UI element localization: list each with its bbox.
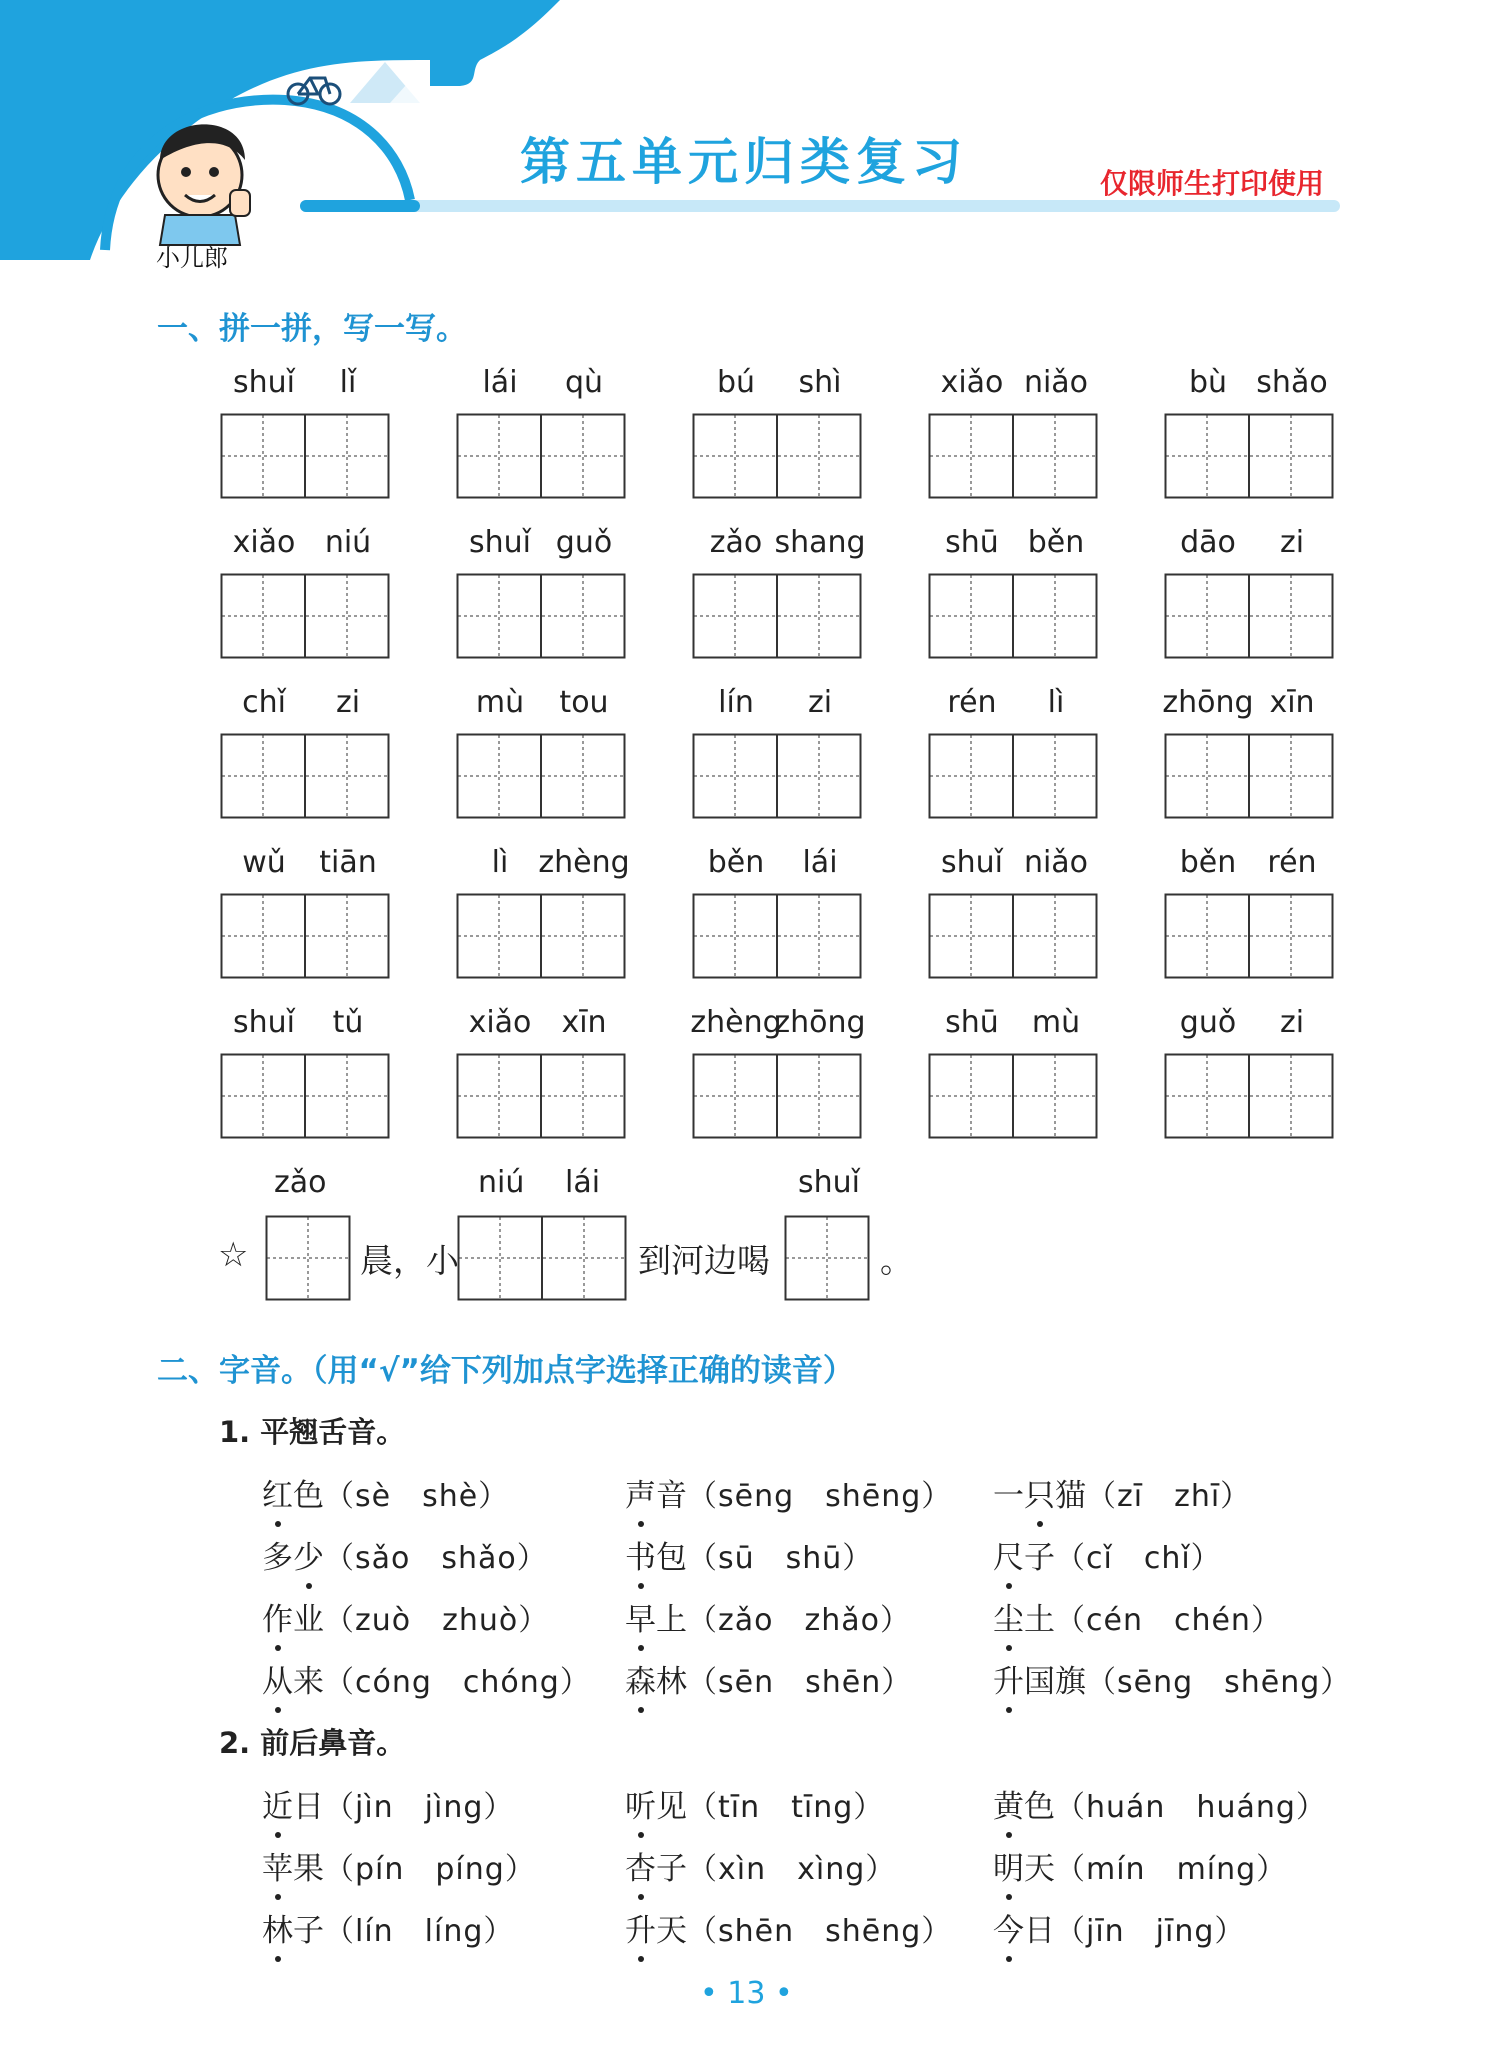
- pinyin-label: [456, 685, 626, 725]
- dotted-character: 声: [625, 1470, 656, 1515]
- pronunciation-options[interactable]: （pín píng）: [324, 1852, 536, 1887]
- pinyin-syllable: mù: [1031, 1005, 1081, 1040]
- pinyin-syllable: shuǐ: [233, 365, 295, 400]
- pronunciation-options[interactable]: （sǎo shǎo）: [324, 1541, 548, 1576]
- pronunciation-options[interactable]: （cóng chóng）: [324, 1665, 591, 1700]
- pinyin-syllable: lín: [718, 685, 754, 720]
- pinyin-syllable: zhōng: [1162, 685, 1254, 720]
- word: [993, 1602, 1055, 1638]
- word: [625, 1851, 687, 1887]
- pronunciation-options[interactable]: （sēng shēng）: [687, 1479, 953, 1514]
- writing-box[interactable]: [1164, 893, 1334, 979]
- pronunciation-options[interactable]: （zī zhī）: [1086, 1479, 1252, 1514]
- dotted-character: 尺: [993, 1532, 1024, 1577]
- word-prefix: 一: [993, 1478, 1024, 1514]
- dotted-character: 红: [262, 1470, 293, 1515]
- pronunciation-options[interactable]: （lín líng）: [324, 1914, 515, 1949]
- section-2-title: 二、字音。（用“√”给下列加点字选择正确的读音）: [157, 1353, 854, 1389]
- word: [262, 1602, 324, 1638]
- word: [993, 1913, 1055, 1949]
- pinyin-label: [692, 525, 866, 565]
- pinyin-syllable: shǎo: [1256, 365, 1328, 400]
- word-suffix: 业: [293, 1602, 324, 1638]
- pinyin-label: [928, 685, 1098, 725]
- pinyin-syllable: xīn: [561, 1005, 607, 1040]
- page-title: 第五单元归类复习: [520, 133, 968, 191]
- word-suffix: 日: [293, 1789, 324, 1825]
- word: [262, 1851, 324, 1887]
- dotted-character: 近: [262, 1781, 293, 1826]
- pinyin-label: [692, 845, 862, 885]
- pinyin-syllable: shū: [945, 525, 999, 560]
- dotted-character: 只: [1024, 1470, 1055, 1515]
- pinyin-label: [456, 525, 626, 565]
- part-2-title: 2. 前后鼻音。: [219, 1726, 406, 1760]
- reading-choice-item[interactable]: [993, 1843, 1287, 1888]
- word-suffix: 林: [656, 1664, 687, 1700]
- dotted-character: 升: [993, 1656, 1024, 1701]
- word-prefix: 多: [262, 1540, 293, 1576]
- pinyin-label: [690, 1005, 866, 1045]
- writing-box[interactable]: [456, 1053, 626, 1139]
- sentence-exercise: [0, 1165, 1500, 1305]
- pronunciation-options[interactable]: （cén chén）: [1055, 1603, 1282, 1638]
- writing-box[interactable]: [456, 893, 626, 979]
- dotted-character: 苹: [262, 1843, 293, 1888]
- pinyin-syllable: dāo: [1180, 525, 1236, 560]
- pinyin-label: [220, 365, 390, 405]
- writing-box[interactable]: [692, 573, 862, 659]
- dotted-character: 听: [625, 1781, 656, 1826]
- pinyin-label: [220, 845, 390, 885]
- pinyin-syllable: lái: [482, 365, 518, 400]
- pinyin-syllable: shuǐ: [941, 845, 1003, 880]
- pronunciation-options[interactable]: （cǐ chǐ）: [1055, 1541, 1222, 1576]
- pinyin-syllable: lái: [802, 845, 838, 880]
- writing-box[interactable]: [1164, 1053, 1334, 1139]
- section-1-title: 一、拼一拼，写一写。: [157, 311, 467, 347]
- word-suffix: 天: [1024, 1851, 1055, 1887]
- pinyin-syllable: xiǎo: [232, 525, 296, 560]
- word: [262, 1789, 324, 1825]
- pinyin-syllable: chǐ: [242, 685, 286, 720]
- pinyin-syllable: lǐ: [339, 365, 357, 400]
- pinyin-syllable: xīn: [1269, 685, 1315, 720]
- word-suffix: 日: [1024, 1913, 1055, 1949]
- dotted-character: 森: [625, 1656, 656, 1701]
- pinyin-label: [220, 685, 390, 725]
- writing-box[interactable]: [1164, 733, 1334, 819]
- word-suffix: 来: [293, 1664, 324, 1700]
- brand-label: 小儿郎: [156, 244, 228, 272]
- pinyin-syllable: tou: [559, 685, 609, 720]
- word: [993, 1478, 1086, 1514]
- dotted-character: 林: [262, 1905, 293, 1950]
- reading-choice-item[interactable]: [262, 1781, 514, 1826]
- dotted-character: 尘: [993, 1594, 1024, 1639]
- dotted-character: 早: [625, 1594, 656, 1639]
- sentence-box-3[interactable]: [784, 1215, 870, 1301]
- word: [262, 1540, 324, 1576]
- pinyin-label: [928, 1005, 1098, 1045]
- print-notice: 仅限师生打印使用: [1100, 167, 1325, 200]
- pinyin-syllable: niǎo: [1023, 845, 1089, 880]
- reading-choice-item[interactable]: [993, 1781, 1327, 1826]
- reading-choice-item[interactable]: [625, 1781, 884, 1826]
- word: [625, 1478, 687, 1514]
- writing-box[interactable]: [220, 573, 390, 659]
- sentence-text-3: 。: [880, 1241, 913, 1280]
- pinyin-label: [692, 365, 862, 405]
- reading-choice-item[interactable]: [993, 1470, 1251, 1515]
- sentence-box-2[interactable]: [457, 1215, 627, 1301]
- word: [625, 1789, 687, 1825]
- sentence-pinyin-3: shuǐ: [798, 1165, 860, 1200]
- pinyin-syllable: běn: [707, 845, 765, 880]
- pinyin-label: [692, 685, 862, 725]
- pinyin-syllable: wǔ: [242, 845, 286, 880]
- reading-choice-item[interactable]: [625, 1594, 911, 1639]
- pinyin-syllable: shuǐ: [233, 1005, 295, 1040]
- reading-choice-item[interactable]: [262, 1656, 591, 1701]
- pinyin-syllable: mù: [475, 685, 525, 720]
- word: [262, 1664, 324, 1700]
- writing-box[interactable]: [220, 733, 390, 819]
- pinyin-syllable: rén: [947, 685, 997, 720]
- word: [993, 1789, 1055, 1825]
- pinyin-syllable: niú: [324, 525, 372, 560]
- pinyin-label: [1164, 525, 1334, 565]
- writing-box[interactable]: [1164, 573, 1334, 659]
- pinyin-label: [456, 365, 626, 405]
- writing-box[interactable]: [220, 413, 390, 499]
- pinyin-syllable: shì: [798, 365, 842, 400]
- writing-box[interactable]: [692, 733, 862, 819]
- reading-choice-item[interactable]: [625, 1905, 952, 1950]
- pinyin-syllable: zi: [807, 685, 833, 720]
- pinyin-syllable: guǒ: [555, 525, 613, 560]
- dotted-character: 升: [625, 1905, 656, 1950]
- dotted-character: 杏: [625, 1843, 656, 1888]
- word-suffix: 子: [1024, 1540, 1055, 1576]
- writing-box[interactable]: [456, 413, 626, 499]
- sentence-pinyin-2a: niú: [478, 1165, 525, 1200]
- writing-box[interactable]: [928, 413, 1098, 499]
- dotted-character: 今: [993, 1905, 1024, 1950]
- pronunciation-options[interactable]: （huán huáng）: [1055, 1790, 1327, 1825]
- dotted-character: 明: [993, 1843, 1024, 1888]
- word-suffix: 天: [656, 1913, 687, 1949]
- pronunciation-options[interactable]: （shēn shēng）: [687, 1914, 953, 1949]
- word: [993, 1851, 1055, 1887]
- pinyin-syllable: zi: [1279, 1005, 1305, 1040]
- pronunciation-options[interactable]: （sēn shēn）: [687, 1665, 913, 1700]
- word-suffix: 上: [656, 1602, 687, 1638]
- pinyin-syllable: bú: [716, 365, 756, 400]
- pinyin-syllable: xiǎo: [468, 1005, 532, 1040]
- pinyin-label: [456, 845, 630, 885]
- writing-box[interactable]: [692, 893, 862, 979]
- pinyin-syllable: lì: [491, 845, 509, 880]
- pinyin-syllable: tǔ: [332, 1005, 364, 1040]
- reading-choice-item[interactable]: [993, 1656, 1351, 1701]
- reading-choice-item[interactable]: [625, 1656, 912, 1701]
- reading-choice-item[interactable]: [625, 1470, 952, 1515]
- sentence-pinyin-2b: lái: [565, 1165, 601, 1200]
- pinyin-label: [1164, 845, 1334, 885]
- reading-choice-item[interactable]: [625, 1532, 873, 1577]
- reading-choice-item[interactable]: [993, 1532, 1222, 1577]
- pronunciation-options[interactable]: （mín míng）: [1055, 1852, 1288, 1887]
- sentence-text-2: 到河边喝: [638, 1241, 770, 1280]
- reading-choice-item[interactable]: [262, 1532, 548, 1577]
- dotted-character: 少: [293, 1532, 324, 1577]
- word-suffix: 色: [1024, 1789, 1055, 1825]
- writing-box[interactable]: [692, 1053, 862, 1139]
- word-suffix: 子: [293, 1913, 324, 1949]
- reading-choice-item[interactable]: [262, 1843, 536, 1888]
- pinyin-label: [928, 365, 1098, 405]
- pinyin-syllable: shang: [774, 525, 866, 560]
- writing-box[interactable]: [928, 573, 1098, 659]
- pinyin-label: [928, 845, 1098, 885]
- pinyin-label: [928, 525, 1098, 565]
- page-number: • 13 •: [700, 1976, 793, 2011]
- pinyin-syllable: bù: [1188, 365, 1228, 400]
- word: [625, 1602, 687, 1638]
- reading-choice-item[interactable]: [625, 1843, 896, 1888]
- writing-box[interactable]: [456, 733, 626, 819]
- word-suffix: 子: [656, 1851, 687, 1887]
- word: [625, 1913, 687, 1949]
- pronunciation-options[interactable]: （zǎo zhǎo）: [687, 1603, 911, 1638]
- word: [262, 1913, 324, 1949]
- pinyin-syllable: xiǎo: [940, 365, 1004, 400]
- reading-choice-item[interactable]: [262, 1470, 509, 1515]
- pinyin-syllable: zǎo: [709, 525, 763, 560]
- pinyin-syllable: shuǐ: [469, 525, 531, 560]
- sentence-text-1: 晨，小: [360, 1241, 459, 1280]
- word-suffix: 包: [656, 1540, 687, 1576]
- pinyin-syllable: zhèng: [538, 845, 630, 880]
- writing-box[interactable]: [928, 893, 1098, 979]
- reading-choice-item[interactable]: [993, 1594, 1282, 1639]
- word-suffix: 见: [656, 1789, 687, 1825]
- pinyin-syllable: zi: [335, 685, 361, 720]
- sentence-box-1[interactable]: [265, 1215, 351, 1301]
- word: [625, 1664, 687, 1700]
- word-suffix: 猫: [1055, 1478, 1086, 1514]
- pronunciation-options[interactable]: （jìn jìng）: [324, 1790, 515, 1825]
- pronunciation-options[interactable]: （zuò zhuò）: [324, 1603, 550, 1638]
- writing-box[interactable]: [220, 893, 390, 979]
- dotted-character: 从: [262, 1656, 293, 1701]
- word-suffix: 音: [656, 1478, 687, 1514]
- pinyin-label: [1164, 685, 1334, 725]
- pronunciation-options[interactable]: （sū shū）: [687, 1541, 874, 1576]
- pinyin-label: [1164, 1005, 1334, 1045]
- writing-box[interactable]: [220, 1053, 390, 1139]
- writing-box[interactable]: [928, 1053, 1098, 1139]
- star-icon: ☆: [218, 1235, 249, 1275]
- dotted-character: 书: [625, 1532, 656, 1577]
- word: [993, 1664, 1086, 1700]
- pinyin-syllable: zi: [1279, 525, 1305, 560]
- part-1-title: 1. 平翘舌音。: [219, 1415, 406, 1449]
- writing-box[interactable]: [456, 573, 626, 659]
- pinyin-syllable: zhōng: [774, 1005, 866, 1040]
- word-suffix: 色: [293, 1478, 324, 1514]
- pinyin-label: [220, 1005, 390, 1045]
- dotted-character: 黄: [993, 1781, 1024, 1826]
- word: [625, 1540, 687, 1576]
- pinyin-syllable: qù: [564, 365, 604, 400]
- reading-choice-item[interactable]: [262, 1594, 549, 1639]
- pinyin-label: [456, 1005, 626, 1045]
- pinyin-syllable: běn: [1027, 525, 1085, 560]
- pinyin-label: [220, 525, 390, 565]
- sentence-pinyin-1: zǎo: [274, 1165, 327, 1200]
- word-suffix: 果: [293, 1851, 324, 1887]
- pinyin-syllable: rén: [1267, 845, 1317, 880]
- writing-box[interactable]: [692, 413, 862, 499]
- boy-mascot-icon: [158, 124, 250, 245]
- word-suffix: 国旗: [1024, 1664, 1086, 1700]
- pinyin-syllable: běn: [1179, 845, 1237, 880]
- pinyin-syllable: niǎo: [1023, 365, 1089, 400]
- dotted-character: 作: [262, 1594, 293, 1639]
- word-suffix: 土: [1024, 1602, 1055, 1638]
- word: [262, 1478, 324, 1514]
- header-blue-shape: [0, 0, 560, 260]
- pinyin-syllable: shū: [945, 1005, 999, 1040]
- reading-choice-item[interactable]: [993, 1905, 1245, 1950]
- pronunciation-options[interactable]: （sēng shēng）: [1086, 1665, 1352, 1700]
- pronunciation-options[interactable]: （sè shè）: [324, 1479, 510, 1514]
- writing-box[interactable]: [1164, 413, 1334, 499]
- pinyin-syllable: tiān: [319, 845, 377, 880]
- pinyin-syllable: zhèng: [690, 1005, 782, 1040]
- pronunciation-options[interactable]: （xìn xìng）: [687, 1852, 897, 1887]
- reading-choice-item[interactable]: [262, 1905, 514, 1950]
- pronunciation-options[interactable]: （tīn tīng）: [687, 1790, 885, 1825]
- pinyin-syllable: lì: [1047, 685, 1065, 720]
- pinyin-label: [1164, 365, 1334, 405]
- word: [993, 1540, 1055, 1576]
- writing-box[interactable]: [928, 733, 1098, 819]
- pinyin-syllable: guǒ: [1179, 1005, 1237, 1040]
- pronunciation-options[interactable]: （jīn jīng）: [1055, 1914, 1246, 1949]
